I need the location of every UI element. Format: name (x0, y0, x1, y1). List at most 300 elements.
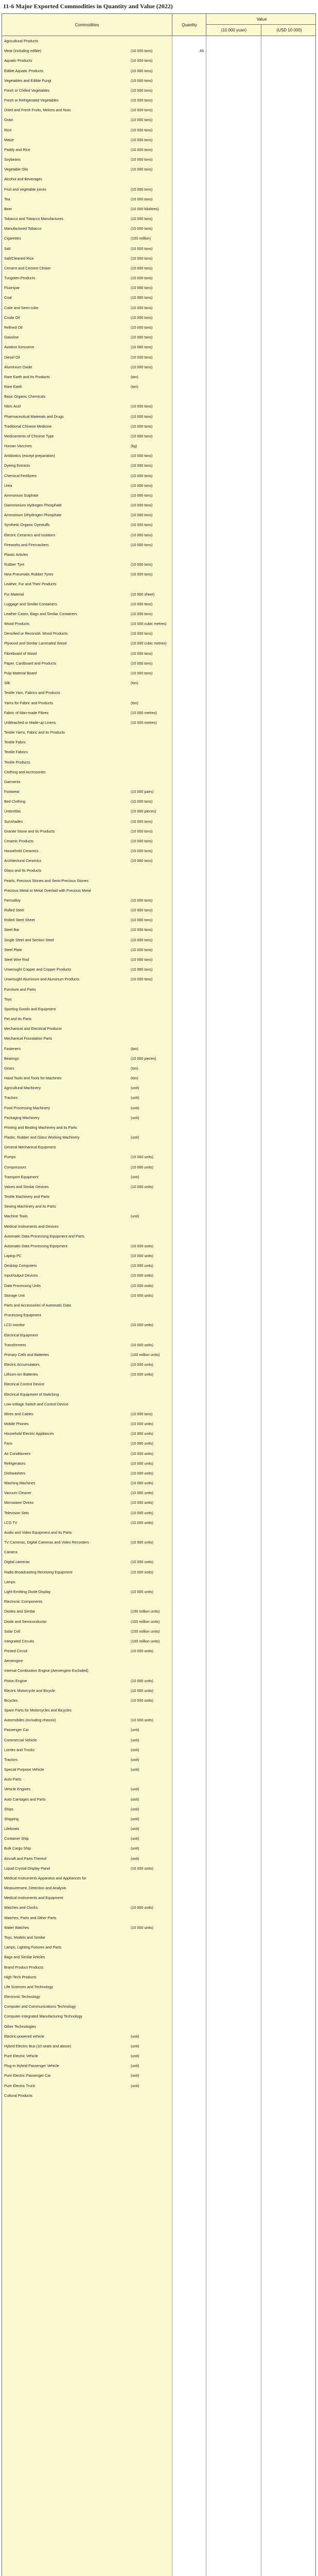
commodity-name: Textile Fabric (4, 740, 26, 745)
unit-label: (10 000 tons) (131, 473, 153, 478)
table-row (2, 214, 315, 224)
table-row (2, 817, 315, 826)
unit-label: (unit) (131, 1836, 139, 1841)
unit-label: (10 000 units) (131, 1293, 153, 1298)
commodity-name: Food Processing Machinery (4, 1105, 50, 1110)
commodity-name: Light-Emitting Diode Display (4, 1589, 51, 1594)
unit-label: (10 000 tons) (131, 493, 153, 498)
table-row (2, 886, 315, 895)
table-row (2, 500, 315, 510)
commodity-name: Fans (4, 1441, 12, 1446)
commodity-name: Input/output Devices (4, 1273, 38, 1278)
table-row (2, 1201, 315, 1211)
commodity-name: Rubber Tyre (4, 562, 25, 567)
commodity-name: Medical Instruments and Equipment (4, 1895, 63, 1901)
table-row (2, 777, 315, 787)
table-row (2, 1261, 315, 1270)
commodity-name: Television Sets (4, 1510, 29, 1515)
commodity-name: Lorries and Trucks (4, 1747, 35, 1752)
commodity-name: Synthetic Organic Dyestuffs (4, 522, 50, 528)
commodity-name: Basic Organic Chemicals (4, 394, 46, 399)
unit-label: (10 000 tons) (131, 838, 153, 843)
commodity-name: Lifeboats (4, 1826, 20, 1832)
table-row (2, 244, 315, 253)
table-row (2, 1063, 315, 1073)
unit-label: (ton) (131, 1065, 138, 1071)
commodity-name: Radio Broadcasting Receiving Equipment (4, 1569, 73, 1574)
unit-label: (10 000 tons) (131, 947, 153, 952)
unit-label: (10 000 tons) (131, 542, 153, 547)
commodity-name: Fresh or Refrigerated Vegetables (4, 98, 59, 103)
table-row (2, 412, 315, 421)
unit-label: (unit) (131, 2033, 139, 2039)
commodity-name: Vegetables and Edible Fungi (4, 78, 51, 83)
table-row (2, 668, 315, 678)
unit-label: (10 000 kilolitres) (131, 206, 159, 211)
unit-label: (10 000 units) (131, 1451, 153, 1456)
table-row (2, 1656, 315, 1666)
table-row (2, 1399, 315, 1409)
commodity-name: Wood Products (4, 621, 30, 626)
commodity-name: Steel Bar (4, 927, 20, 933)
commodity-name: Agricultural Machinery (4, 1086, 41, 1091)
table-row (2, 1942, 315, 1952)
unit-label: (10 000 tons) (131, 463, 153, 468)
commodity-name: Toys (4, 996, 12, 1002)
commodity-name: Cultural Products (4, 2093, 33, 2098)
table-row (2, 1794, 315, 1804)
table-row (2, 332, 315, 342)
commodity-name: Aeroengine (4, 1658, 23, 1664)
unit-label: (10 000 pieces) (131, 809, 156, 814)
commodity-name: Plywood and Similar Laminated Wood (4, 641, 67, 646)
commodity-name: Piston Engine (4, 1678, 27, 1683)
table-row (2, 1172, 315, 1182)
unit-label: (10 000 tons) (131, 562, 153, 567)
table-row (2, 1211, 315, 1221)
commodity-name: Glass and Its Products (4, 868, 42, 873)
unit-label: (unit) (131, 1095, 139, 1100)
table-row (2, 204, 315, 214)
table-row (2, 1567, 315, 1577)
commodity-name: Steel Plate (4, 947, 22, 952)
unit-label: (10 000 metres) (131, 720, 157, 725)
commodity-name: General Mechanical Equipment (4, 1145, 56, 1150)
header-quantity: Quantity (172, 14, 206, 36)
commodity-name: Parts and Accessories of Automatic Data (4, 1303, 71, 1308)
unit-label: (ton) (131, 700, 138, 705)
table-row (2, 431, 315, 441)
unit-label: (10 000 tons) (131, 513, 153, 518)
commodity-name: LCD monitor (4, 1323, 25, 1328)
unit-label: (10 000 units) (131, 1905, 153, 1910)
commodity-name: Fabric of Man-made Fibres (4, 710, 49, 715)
unit-label: (unit) (131, 1135, 139, 1140)
commodity-name: Dried and Fresh Fruits, Melons and Nuts (4, 108, 71, 113)
quantity-cell: 46 (200, 48, 204, 54)
commodity-name: Lithium-ion Batteries (4, 1372, 38, 1377)
unit-label: (unit) (131, 1174, 139, 1179)
commodity-name: Beer (4, 206, 12, 211)
commodity-name: Fibreboard of Wood (4, 651, 37, 656)
commodity-name: Pulp Material Board (4, 671, 37, 675)
commodity-name: Fresh or Chilled Vegetables (4, 88, 50, 93)
commodity-name: Single Steel and Section Steel (4, 937, 54, 942)
table-row (2, 125, 315, 135)
table-row (2, 1725, 315, 1735)
commodity-name: Silk (4, 681, 10, 686)
unit-label: (10 000 tons) (131, 799, 153, 804)
table-row (2, 846, 315, 856)
commodity-name: Tractors (4, 1095, 18, 1100)
table-body (2, 36, 315, 2100)
commodity-name: Dyeing Extracts (4, 463, 30, 468)
commodity-name: Washing Machines (4, 1481, 36, 1486)
table-row (2, 1281, 315, 1291)
commodity-name: Fireworks and Firecrackers (4, 542, 49, 547)
table-row (2, 1843, 315, 1853)
table-row (2, 905, 315, 915)
commodity-name: Refrigerators (4, 1461, 26, 1466)
table-row (2, 796, 315, 806)
unit-label: (10 000 metres) (131, 710, 157, 715)
table-row (2, 1962, 315, 1972)
table-row (2, 1093, 315, 1103)
table-row (2, 313, 315, 323)
commodity-name: Coke and Semi-coke (4, 305, 39, 310)
table-row (2, 1409, 315, 1419)
unit-label: (10 000 tons) (131, 967, 153, 972)
commodity-name: Pure Electric Truck (4, 2083, 36, 2088)
commodity-name: Electrical Equipment (4, 1332, 38, 1337)
table-row (2, 649, 315, 658)
commodity-name: Audio and Video Equipment and Its Parts (4, 1530, 72, 1535)
commodity-name: Life Sciences and Technology (4, 1984, 53, 1989)
unit-label: (unit) (131, 1797, 139, 1802)
commodity-name: Unbleached or Made-up Linens (4, 720, 56, 725)
commodity-name: Ships (4, 1806, 13, 1811)
commodity-name: TV Cameras, Digital Cameras and Video Recorders (4, 1540, 89, 1545)
commodity-name: New Pneumatic Rubber Tyres (4, 572, 54, 577)
table-row (2, 1251, 315, 1261)
unit-label: (100 million units) (131, 1619, 160, 1624)
table-row (2, 974, 315, 984)
table-row (2, 698, 315, 708)
table-row (2, 1735, 315, 1745)
unit-label: (10 000 tons) (131, 117, 153, 123)
unit-label: (unit) (131, 1806, 139, 1811)
unit-label: (10 000 tons) (131, 404, 153, 409)
unit-label: (unit) (131, 1214, 139, 1219)
unit-label: (unit) (131, 1856, 139, 1861)
commodity-name: Digital cameras (4, 1560, 30, 1565)
unit-label: (10 000 tons) (131, 918, 153, 923)
unit-label: (10 000 units) (131, 1866, 153, 1871)
commodity-name: Internal Combustion Engine (Aeroengine Excluded) (4, 1668, 89, 1673)
commodity-name: Toys, Models and Similar (4, 1935, 45, 1940)
commodity-name: Diode and Semiconductor (4, 1619, 47, 1624)
table-row (2, 1903, 315, 1912)
commodity-name: Salt/Cleaned Rice (4, 256, 34, 261)
unit-label: (10 000 units) (131, 1688, 153, 1693)
table-row (2, 1528, 315, 1537)
commodity-name: Ceramic Products (4, 838, 34, 843)
table-row (2, 935, 315, 945)
commodity-name: Cigarettes (4, 236, 21, 241)
table-row (2, 115, 315, 125)
table-row (2, 1893, 315, 1903)
unit-label: (10 000 units) (131, 1253, 153, 1259)
commodity-name: Tobacco and Tobacco Manufactures (4, 216, 63, 222)
unit-label: (10 000 units) (131, 1560, 153, 1565)
unit-label: (10 000 tons) (131, 660, 153, 666)
commodity-name: Edible Aquatic Products (4, 68, 43, 73)
table-row (2, 1518, 315, 1528)
table-row (2, 1933, 315, 1942)
commodity-name: Pharmaceutical Materials and Drugs (4, 414, 64, 419)
table-row (2, 2022, 315, 2031)
commodity-name: Agricultural Products (4, 39, 39, 43)
table-row (2, 856, 315, 866)
table-row (2, 451, 315, 461)
commodity-name: Luggage and Similar Containers (4, 601, 57, 606)
unit-label: (10 000 tons) (131, 315, 153, 320)
table-row (2, 1033, 315, 1043)
table-row (2, 1142, 315, 1152)
unit-label: (10 000 tons) (131, 78, 153, 83)
table-row (2, 1804, 315, 1814)
unit-label: (ton) (131, 1076, 138, 1081)
commodity-name: Pure Electric Passenger Car (4, 2073, 51, 2078)
commodity-name: Transport Equipment (4, 1174, 39, 1179)
table-row (2, 836, 315, 846)
table-row (2, 1429, 315, 1438)
commodity-name: Lamps, Lighting Fixtures and Parts (4, 1945, 62, 1950)
commodity-name: High-Tech Products (4, 1974, 37, 1979)
table-row (2, 737, 315, 747)
table-row (2, 1350, 315, 1360)
table-row (2, 1705, 315, 1715)
unit-label: (10 000 tons) (131, 601, 153, 606)
header-value: Value (206, 14, 316, 25)
table-row (2, 2031, 315, 2041)
table-row (2, 925, 315, 935)
commodity-name: Aluminium Oxide (4, 364, 32, 369)
table-row (2, 2002, 315, 2011)
unit-label: (10 000 units) (131, 1520, 153, 1525)
unit-label: (10 000 tons) (131, 98, 153, 103)
table-row (2, 1419, 315, 1429)
table-row (2, 638, 315, 648)
commodity-name: Medicaments of Chinese Type (4, 433, 54, 438)
table-row (2, 1765, 315, 1774)
table-row (2, 36, 315, 46)
table-row (2, 95, 315, 105)
table-row (2, 352, 315, 362)
unit-label: (10 000 tons) (131, 631, 153, 636)
unit-label: (unit) (131, 2043, 139, 2048)
table-row (2, 1557, 315, 1567)
table-row (2, 1537, 315, 1547)
commodity-name: Chemical Fertilizers (4, 473, 37, 478)
commodity-name: Shipping (4, 1816, 19, 1821)
commodity-name: Rice (4, 127, 12, 132)
table-row (2, 1004, 315, 1014)
table-row (2, 757, 315, 767)
table-row (2, 441, 315, 451)
unit-label: (10 000 tons) (131, 937, 153, 942)
commodity-name: Plastic, Rubber and Glass Working Machinery (4, 1135, 80, 1140)
commodity-name: Diesel Oil (4, 354, 20, 360)
unit-label: (10 000 tons) (131, 295, 153, 300)
table-title: 11-6 Major Exported Commodities in Quantity and Value (2022) (3, 3, 173, 10)
table-row (2, 66, 315, 76)
unit-label: (10 000 tons) (131, 137, 153, 142)
commodity-name: Vacuum Cleaner (4, 1490, 31, 1496)
table-row (2, 678, 315, 688)
unit-label: (unit) (131, 1816, 139, 1821)
table-row (2, 945, 315, 955)
commodity-name: Pure Electric Vehicle (4, 2054, 38, 2059)
table-row (2, 461, 315, 470)
table-row (2, 1883, 315, 1893)
commodity-name: Passenger Car (4, 1727, 29, 1733)
table-row (2, 1814, 315, 1824)
commodity-name: LCD TV (4, 1520, 17, 1525)
commodity-name: Tractors (4, 1757, 18, 1762)
table-row (2, 1755, 315, 1765)
commodity-name: Fruit and vegetable juices (4, 187, 46, 192)
commodity-name: Manufactured Tobacco (4, 226, 42, 231)
table-row (2, 1873, 315, 1883)
commodity-name: Transformers (4, 1342, 26, 1347)
unit-label: (10 000 units) (131, 1283, 153, 1288)
table-row (2, 56, 315, 65)
table-row (2, 1696, 315, 1705)
unit-label: (10 000 tons) (131, 226, 153, 231)
commodity-name: Precious Metal or Metal Overlaid with Precious Metal (4, 888, 91, 893)
commodity-name: Vegetable Oils (4, 167, 28, 172)
commodity-name: Sewing Machinery and its Parts (4, 1204, 56, 1209)
commodity-name: Sunshades (4, 819, 23, 824)
unit-label: (10 000 tons) (131, 927, 153, 933)
unit-label: (10 000 tons) (131, 265, 153, 270)
commodity-name: Grain (4, 117, 13, 123)
commodity-name: Paper, Cardboard and Products (4, 660, 57, 666)
unit-label: (10 000 tons) (131, 483, 153, 488)
commodity-name: Electric Accumulators (4, 1362, 40, 1367)
unit-label: (10 000 units) (131, 1263, 153, 1268)
commodity-name: Fluorspar (4, 285, 20, 291)
commodity-name: Air Conditioners (4, 1451, 31, 1456)
commodities-table (2, 13, 316, 2576)
table-row (2, 1231, 315, 1241)
commodity-name: Ammonium Dihydrogen Phosphate (4, 513, 62, 518)
unit-label: (10 000 tons) (131, 354, 153, 360)
unit-label: (10 000 tons) (131, 256, 153, 261)
commodity-name: Packaging Machinery (4, 1115, 40, 1120)
unit-label: (10 000 tons) (131, 108, 153, 113)
table-row (2, 895, 315, 905)
commodity-name: Fur Material (4, 591, 24, 597)
table-row (2, 293, 315, 302)
commodity-name: Mobile Phones (4, 1421, 29, 1427)
commodity-name: Fasteners (4, 1046, 21, 1051)
commodity-name: Data Processing Units (4, 1283, 41, 1288)
unit-label: (10 000 units) (131, 1589, 153, 1594)
commodity-name: Processing Equipment (4, 1313, 41, 1318)
table-row (2, 826, 315, 836)
unit-label: (10 000 pairs) (131, 789, 154, 794)
unit-label: (10 000 units) (131, 1500, 153, 1505)
unit-label: (unit) (131, 1787, 139, 1792)
unit-label: (ton) (131, 384, 138, 389)
unit-label: (10 000 sheet) (131, 591, 155, 597)
table-row (2, 1222, 315, 1231)
table-row (2, 481, 315, 490)
unit-label: (10 000 cubic metres) (131, 641, 167, 646)
table-row (2, 599, 315, 609)
commodity-name: Antibiotics (except preparation) (4, 453, 56, 459)
table-row (2, 1449, 315, 1459)
table-row (2, 658, 315, 668)
unit-label: (unit) (131, 1826, 139, 1832)
table-row (2, 915, 315, 925)
commodity-name: Refined Oil (4, 325, 23, 330)
table-row (2, 2091, 315, 2100)
unit-label: (10 000 tons) (131, 522, 153, 528)
table-row (2, 787, 315, 796)
table-row (2, 401, 315, 411)
table-row (2, 1617, 315, 1626)
unit-label: (unit) (131, 1105, 139, 1110)
table-row (2, 1626, 315, 1636)
commodity-name: Rare Earth and Its Products (4, 374, 50, 379)
table-row (2, 155, 315, 164)
commodity-name: Maize (4, 137, 14, 142)
unit-label: (10 000 cubic metres) (131, 621, 167, 626)
unit-label: (10 000 units) (131, 1431, 153, 1436)
commodity-name: Traditional Chinese Medicine (4, 423, 52, 429)
table-row (2, 1389, 315, 1399)
table-row (2, 382, 315, 392)
unit-label: (10 000 tons) (131, 828, 153, 834)
unit-label: (10 000 tons) (131, 819, 153, 824)
table-row (2, 145, 315, 155)
commodity-name: Textile Yarn, Fabrics and Products (4, 690, 60, 696)
unit-label: (10 000 tons) (131, 572, 153, 577)
commodity-name: Watches, Parts and Other Parts (4, 1915, 57, 1920)
unit-label: (unit) (131, 1737, 139, 1742)
table-row (2, 1606, 315, 1616)
table-row (2, 1310, 315, 1320)
table-row (2, 609, 315, 619)
table-row (2, 1597, 315, 1606)
table-row (2, 174, 315, 184)
table-row (2, 1379, 315, 1389)
unit-label: (unit) (131, 2083, 139, 2088)
commodity-name: Household Electric Appliances (4, 1431, 54, 1436)
table-row (2, 994, 315, 1004)
table-row (2, 421, 315, 431)
table-row (2, 2061, 315, 2071)
commodity-name: Bearings (4, 1056, 19, 1061)
unit-label: (10 000 units) (131, 1362, 153, 1367)
commodity-name: Printed Circuit (4, 1649, 28, 1654)
commodity-name: Mechanical and Electrical Products (4, 1026, 62, 1031)
unit-label: (10 000 tons) (131, 957, 153, 962)
table-row (2, 164, 315, 174)
